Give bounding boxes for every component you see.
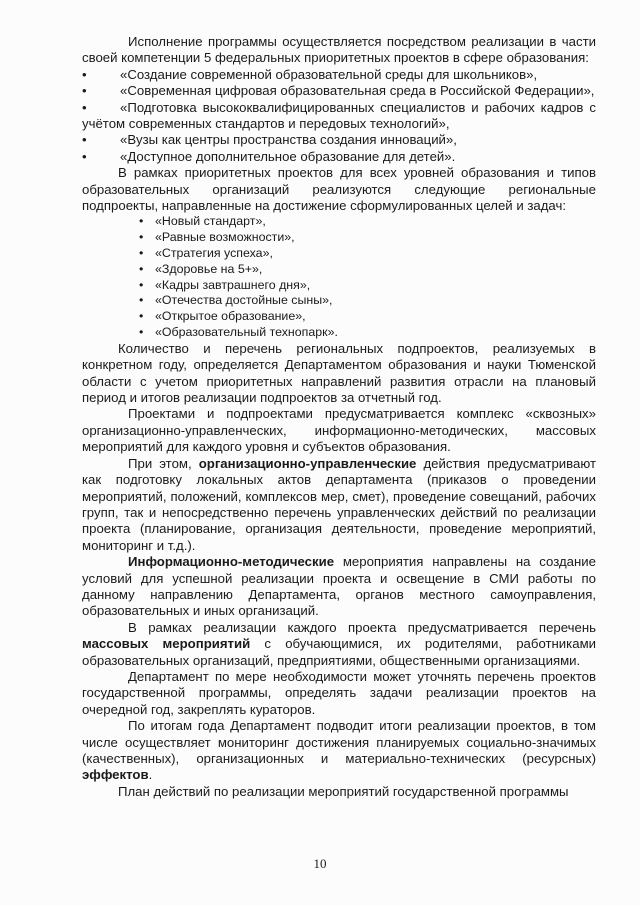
list-item: • «Кадры завтрашнего дня», xyxy=(139,278,596,294)
text-span: действия предусматривают как подготовку локальных актов департамента (приказов о проведении мероприятий, положений, комплексов мер, смет), проведение совещаний, рабочих групп, так и непосредственно перечень управленческих действий по реализации проекта (планирование, организация деятельности, проведение мероприятий, мониторинг и т.д.). xyxy=(82,455,597,553)
list-item: • «Стратегия успеха», xyxy=(139,246,596,262)
text-span: мероприятия направлены на создание условий для успешной реализации проекта и освещение в СМИ работы по данному направлению Департамента, органов местного самоуправления, образовательных и иных организаций. xyxy=(82,554,596,619)
paragraph-results xyxy=(82,718,596,784)
paragraph-subprojects-intro: В рамках приоритетных проектов для всех уровней образования и типов образовательных организаций реализуются следующие региональные подпроекты, направленные на достижение сформулированных целей и задач: xyxy=(82,165,596,214)
list-item: • «Отечества достойные сыны», xyxy=(139,293,596,309)
list-item: • «Создание современной образовательной среды для школьников», xyxy=(82,67,596,83)
paragraph-action-plan: План действий по реализации мероприятий государственной программы xyxy=(118,783,569,799)
text-span: В рамках реализации каждого проекта предусматривается перечень xyxy=(128,619,596,635)
paragraph-organizational xyxy=(82,456,596,554)
bold-term: Информационно-методические xyxy=(128,554,335,570)
text-span: с обучающимися, их родителями, работниками образовательных организаций, предприятиями, общественными организациями. xyxy=(82,636,597,668)
list-item: • «Новый стандарт», xyxy=(139,214,596,230)
list-item: • «Вузы как центры пространства создания инноваций», xyxy=(82,132,596,148)
list-item: • «Равные возможности», xyxy=(139,230,596,246)
list-item: • «Доступное дополнительное образование для детей». xyxy=(82,149,596,165)
bold-term: организационно-управленческие xyxy=(198,455,417,471)
list-item: • «Здоровье на 5+», xyxy=(139,262,596,278)
list-item: • «Открытое образование», xyxy=(139,309,596,325)
text-span: . xyxy=(148,767,153,783)
list-item: • «Современная цифровая образовательная среда в Российской Федерации», xyxy=(82,83,596,99)
paragraph-informational xyxy=(82,554,596,620)
paragraph-subprojects-count: Количество и перечень региональных подпроектов, реализуемых в конкретном году, определяется Департаментом образования и науки Тюменской области с учетом приоритетных направлений развития отрасли на плановый период и итогов реализации подпроектов за отчетный год. xyxy=(82,340,596,406)
paragraph-cross-cutting: Проектами и подпроектами предусматривается комплекс «сквозных» организационно-управленческих, информационно-методических, массовых мероприятий для каждого уровня и субъектов образования. xyxy=(82,406,596,455)
page-number: 10 xyxy=(313,856,327,871)
list-item: • «Образовательный технопарк». xyxy=(139,325,596,341)
regional-subprojects-list xyxy=(139,214,596,340)
document-body xyxy=(82,34,596,800)
text-span: При этом, xyxy=(128,455,199,471)
bold-term: эффектов xyxy=(82,767,149,783)
bold-term: массовых мероприятий xyxy=(82,636,251,652)
paragraph-department: Департамент по мере необходимости может уточнять перечень проектов государственной программы, определять задачи реализации проектов на очередной год, закреплять кураторов. xyxy=(82,668,596,717)
paragraph-mass-events xyxy=(82,620,596,669)
federal-projects-list xyxy=(82,67,596,165)
list-item: • «Подготовка высококвалифицированных специалистов и рабочих кадров с учётом современных стандартов и передовых технологий», xyxy=(82,100,596,133)
text-span: По итогам года Департамент подводит итоги реализации проектов, в том числе осуществляет мониторинг достижения планируемых социально-значимых (качественных), организационных и материально-технических (ресурсных) xyxy=(82,718,596,766)
paragraph-intro: Исполнение программы осуществляется посредством реализации в части своей компетенции 5 федеральных приоритетных проектов в сфере образования: xyxy=(82,34,596,66)
